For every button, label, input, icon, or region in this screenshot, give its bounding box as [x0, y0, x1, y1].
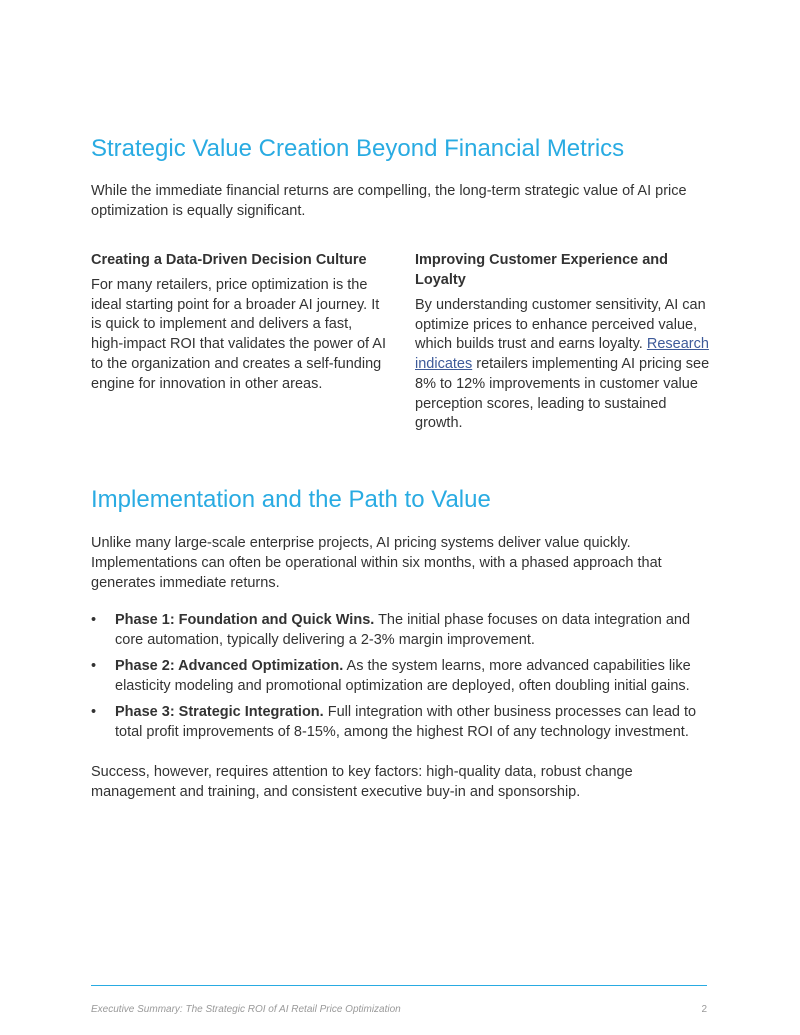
column-data-driven-culture: [91, 250, 387, 394]
list-item-phase-1: [91, 610, 707, 650]
column-heading-data-driven: Creating a Data-Driven Decision Culture: [91, 252, 367, 268]
bullet-icon: •: [91, 612, 97, 628]
research-link[interactable]: Research indicates: [415, 336, 709, 373]
closing-paragraph: Success, however, requires attention to key factors: high-quality data, robust change management and training, and consistent executive buy-in and sponsorship.: [91, 764, 633, 800]
column-body-data-driven: For many retailers, price optimization is the ideal starting point for a broader AI journey. It is quick to implement and delivers a fast, high-impact ROI that validates the power of AI to the organization and creates a self-funding engine for innovation in other areas.: [91, 277, 386, 392]
phase-label: Phase 2: Advanced Optimization.: [115, 658, 344, 674]
list-item-phase-3: [91, 702, 707, 742]
section-intro-implementation: Unlike many large-scale enterprise projects, AI pricing systems deliver value quickly. Implementations can often be operational within six months, with a phased approach that generates immediate returns.: [91, 535, 662, 591]
bullet-icon: •: [91, 704, 97, 720]
customer-body-after: retailers implementing AI pricing see 8% to 12% improvements in customer value perception scores, leading to sustained growth.: [415, 356, 710, 432]
section-intro-strategic-value: While the immediate financial returns are compelling, the long-term strategic value of AI price optimization is equally significant.: [91, 183, 687, 219]
footer-title: Executive Summary: The Strategic ROI of AI Retail Price Optimization: [91, 1004, 401, 1015]
bullet-icon: •: [91, 658, 97, 674]
phase-text: The initial phase focuses on data integration and core automation, typically delivering a 2-3% margin improvement.: [115, 612, 691, 648]
phase-text: As the system learns, more advanced capabilities like elasticity modeling and promotional optimization are deployed, often doubling initial gains.: [115, 658, 691, 694]
phase-label: Phase 3: Strategic Integration.: [115, 704, 324, 720]
column-customer-experience: [415, 250, 711, 434]
phase-label: Phase 1: Foundation and Quick Wins.: [115, 612, 375, 628]
phase-text: Full integration with other business processes can lead to total profit improvements of 8-15%, among the highest ROI of any technology investment.: [115, 704, 697, 740]
phase-list: [91, 610, 707, 748]
customer-body-before: By understanding customer sensitivity, AI can optimize prices to enhance perceived value, which builds trust and earns loyalty.: [415, 297, 706, 353]
column-body-customer-experience: [415, 296, 711, 434]
page-number: 2: [701, 1004, 707, 1015]
footer-divider: [91, 985, 707, 986]
section-title-strategic-value: Strategic Value Creation Beyond Financial Metrics: [91, 135, 625, 162]
section-title-implementation: Implementation and the Path to Value: [91, 486, 491, 513]
column-heading-customer-experience: Improving Customer Experience and Loyalty: [415, 252, 669, 288]
list-item-phase-2: [91, 656, 707, 696]
